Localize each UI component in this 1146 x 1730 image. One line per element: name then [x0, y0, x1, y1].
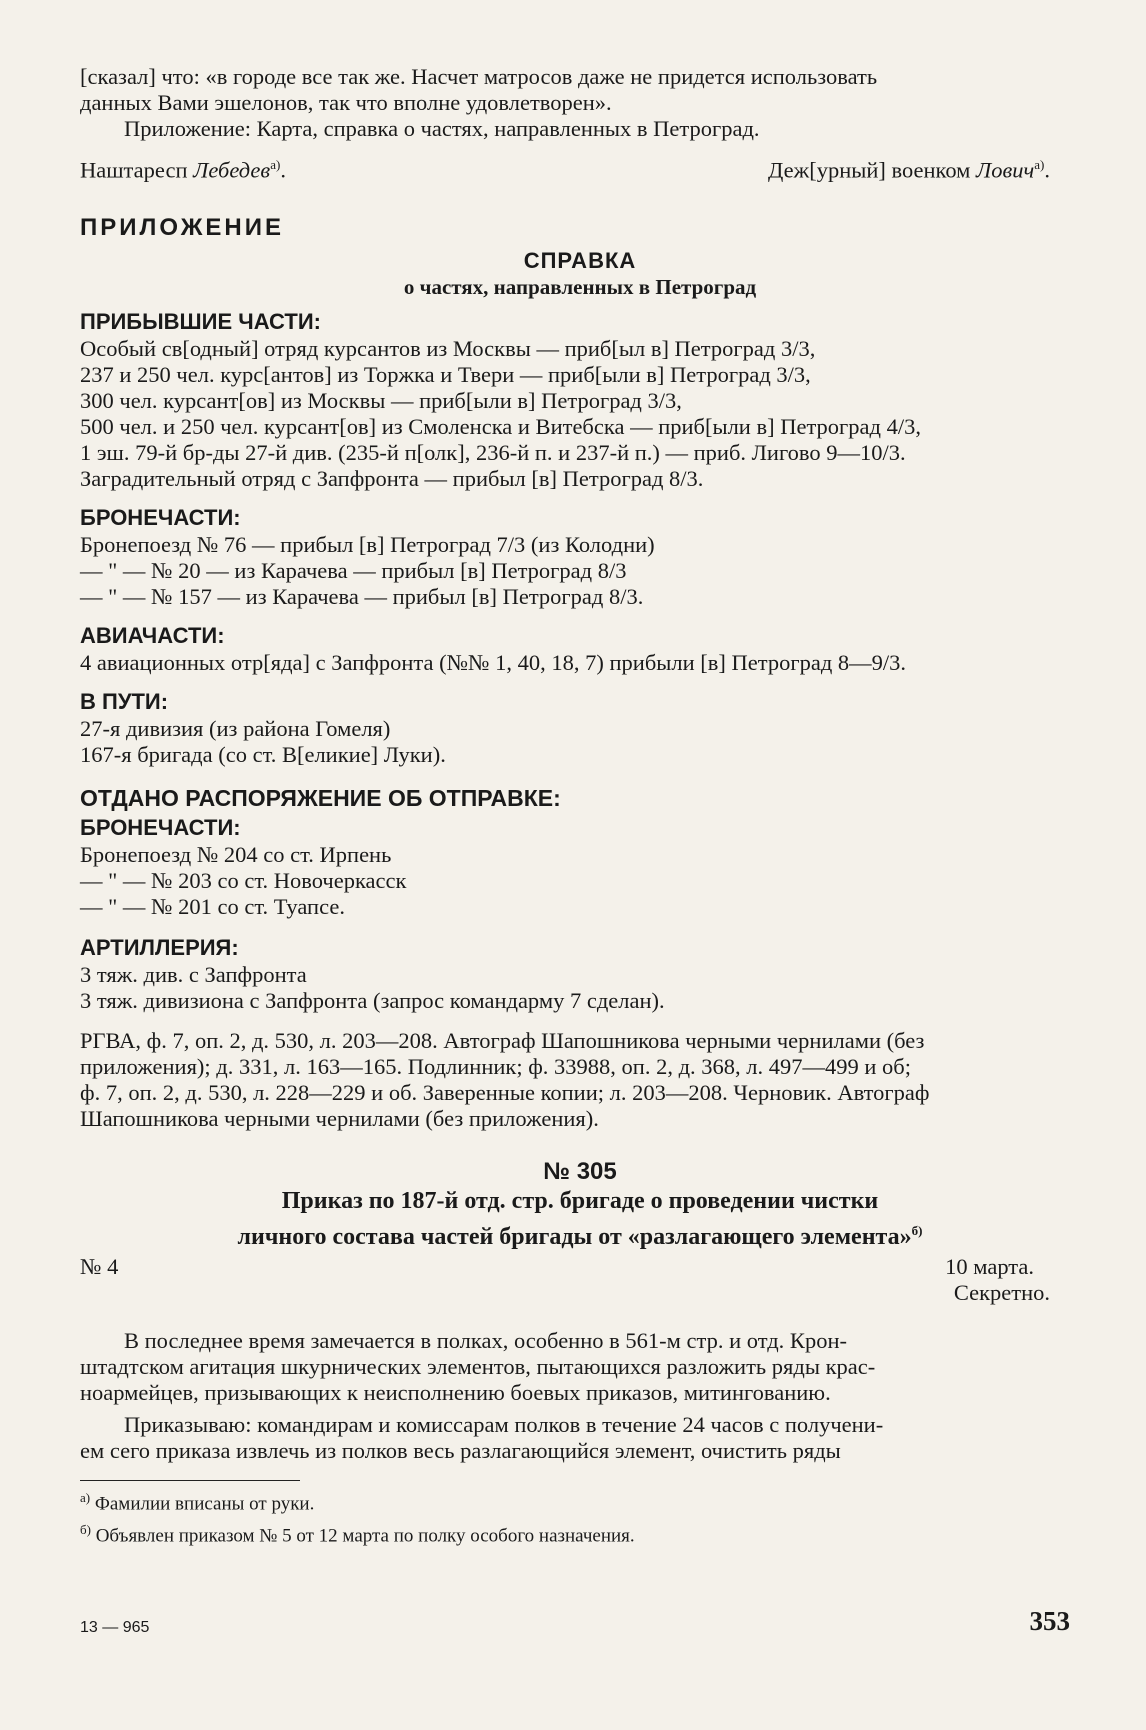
- doc-number: № 4: [80, 1253, 119, 1279]
- list-item: 1 эш. 79-й бр-ды 27-й див. (235-й п[олк], 236-й п. и 237-й п.) — приб. Лигово 9—10/3.: [80, 439, 906, 465]
- page-footer: [80, 1606, 1070, 1637]
- text-line: ем сего приказа извлечь из полков весь разлагающийся элемент, очистить ряды: [80, 1437, 841, 1463]
- list-item: Бронепоезд № 76 — прибыл [в] Петроград 7/3 (из Колодни): [80, 531, 655, 557]
- source-line: РГВА, ф. 7, оп. 2, д. 530, л. 203—208. Автограф Шапошникова черными чернилами (без: [80, 1027, 925, 1053]
- attachment-note: Приложение: Карта, справка о частях, направленных в Петроград.: [124, 116, 760, 141]
- source-line: Шапошникова черными чернилами (без приложения).: [80, 1105, 599, 1131]
- printer-signature: 13 — 965: [80, 1619, 150, 1636]
- source-line: приложения); д. 331, л. 163—165. Подлинник; ф. 33988, оп. 2, д. 368, л. 497—499 и об;: [80, 1053, 911, 1079]
- appendix-subtitle: о частях, направленных в Петроград: [403, 274, 757, 299]
- appendix-title: СПРАВКА: [523, 247, 637, 273]
- footnote: $^{а)}$ Фамилии вписаны от руки.: [80, 1489, 315, 1514]
- order-meta-row: [80, 1254, 1080, 1280]
- footnote-divider: [80, 1480, 300, 1481]
- text-line: Приказываю: командирам и комиссарам полков в течение 24 часов с получени-: [124, 1411, 884, 1437]
- section-heading-dispatch-armored: БРОНЕЧАСТИ:: [80, 814, 241, 840]
- order-paragraph: [80, 1412, 1080, 1464]
- arrived-list: [80, 336, 1080, 492]
- appendix-heading: ПРИЛОЖЕНИЕ: [80, 213, 284, 241]
- list-item: 3 тяж. дивизиона с Запфронта (запрос командарму 7 сделан).: [80, 987, 665, 1013]
- list-item: — " — № 203 со ст. Новочеркасск: [80, 867, 407, 893]
- page-number: 353: [1029, 1606, 1070, 1636]
- order-number: № 305: [543, 1157, 617, 1185]
- order-paragraph: [80, 1328, 1080, 1406]
- text-line: данных Вами эшелонов, так что вполне удовлетворен».: [80, 90, 612, 115]
- section-heading-armored: БРОНЕЧАСТИ:: [80, 504, 241, 530]
- order-title-line: Приказ по 187-й отд. стр. бригаде о проведении чистки: [281, 1187, 879, 1214]
- text-line: ноармейцев, призывающих к неисполнению боевых приказов, митингованию.: [80, 1379, 831, 1405]
- section-heading-enroute: В ПУТИ:: [80, 688, 169, 714]
- list-item: — " — № 157 — из Карачева — прибыл [в] Петроград 8/3.: [80, 583, 644, 609]
- signature-row: [80, 152, 1080, 184]
- text-line: штадтском агитация шкурнических элементов, пытающихся разложить ряды крас-: [80, 1353, 876, 1379]
- archive-source: [80, 1028, 1080, 1132]
- list-item: — " — № 201 со ст. Туапсе.: [80, 893, 345, 919]
- list-item: Заградительный отряд с Запфронта — прибыл [в] Петроград 8/3.: [80, 465, 704, 491]
- section-heading-aviation: АВИАЧАСТИ:: [80, 622, 225, 648]
- footnote: $^{б)}$ Объявлен приказом № 5 от 12 марта по полку особого назначения.: [80, 1521, 635, 1547]
- list-item: 500 чел. и 250 чел. курсант[ов] из Смоленска и Витебска — приб[ыли в] Петроград 4/3,: [80, 413, 921, 439]
- text-line: В последнее время замечается в полках, особенно в 561-м стр. и отд. Крон-: [124, 1327, 847, 1353]
- order-date: 10 марта.: [945, 1253, 1034, 1279]
- classification: Секретно.: [953, 1279, 1050, 1305]
- list-item: 300 чел. курсант[ов] из Москвы — приб[ыли в] Петроград 3/3,: [80, 387, 682, 413]
- text-line: [сказал] что: «в городе все так же. Насчет матросов даже не придется использовать: [80, 64, 878, 89]
- signature-left: Наштаресп Лебедев$^{а)}$.: [80, 157, 286, 183]
- list-item: 237 и 250 чел. курс[антов] из Торжка и Твери — приб[ыли в] Петроград 3/3,: [80, 361, 811, 387]
- list-item: 27-я дивизия (из района Гомеля): [80, 715, 391, 741]
- document-page: [80, 64, 1080, 1549]
- list-item: 3 тяж. див. с Запфронта: [80, 961, 307, 987]
- list-item: 4 авиационных отр[яда] с Запфронта (№№ 1, 40, 18, 7) прибыли [в] Петроград 8—9/3.: [80, 649, 907, 675]
- list-item: — " — № 20 — из Карачева — прибыл [в] Петроград 8/3: [80, 557, 627, 583]
- section-heading-dispatch: ОТДАНО РАСПОРЯЖЕНИЕ ОБ ОТПРАВКЕ:: [80, 784, 561, 811]
- list-item: Бронепоезд № 204 со ст. Ирпень: [80, 841, 392, 867]
- list-item: Особый св[одный] отряд курсантов из Москвы — приб[ыл в] Петроград 3/3,: [80, 335, 816, 361]
- source-line: ф. 7, оп. 2, д. 530, л. 228—229 и об. Заверенные копии; л. 203—208. Черновик. Автограф: [80, 1079, 930, 1105]
- signature-right: Деж[урный] военком Лович$^{а)}$.: [768, 157, 1050, 183]
- section-heading-arrived: ПРИБЫВШИЕ ЧАСТИ:: [80, 308, 321, 334]
- list-item: 167-я бригада (со ст. В[еликие] Луки).: [80, 741, 446, 767]
- armored-list: [80, 532, 1080, 610]
- section-heading-artillery: АРТИЛЛЕРИЯ:: [80, 934, 239, 960]
- order-title-line: личного состава частей бригады от «разлагающего элемента»$^{б)}$: [237, 1222, 923, 1250]
